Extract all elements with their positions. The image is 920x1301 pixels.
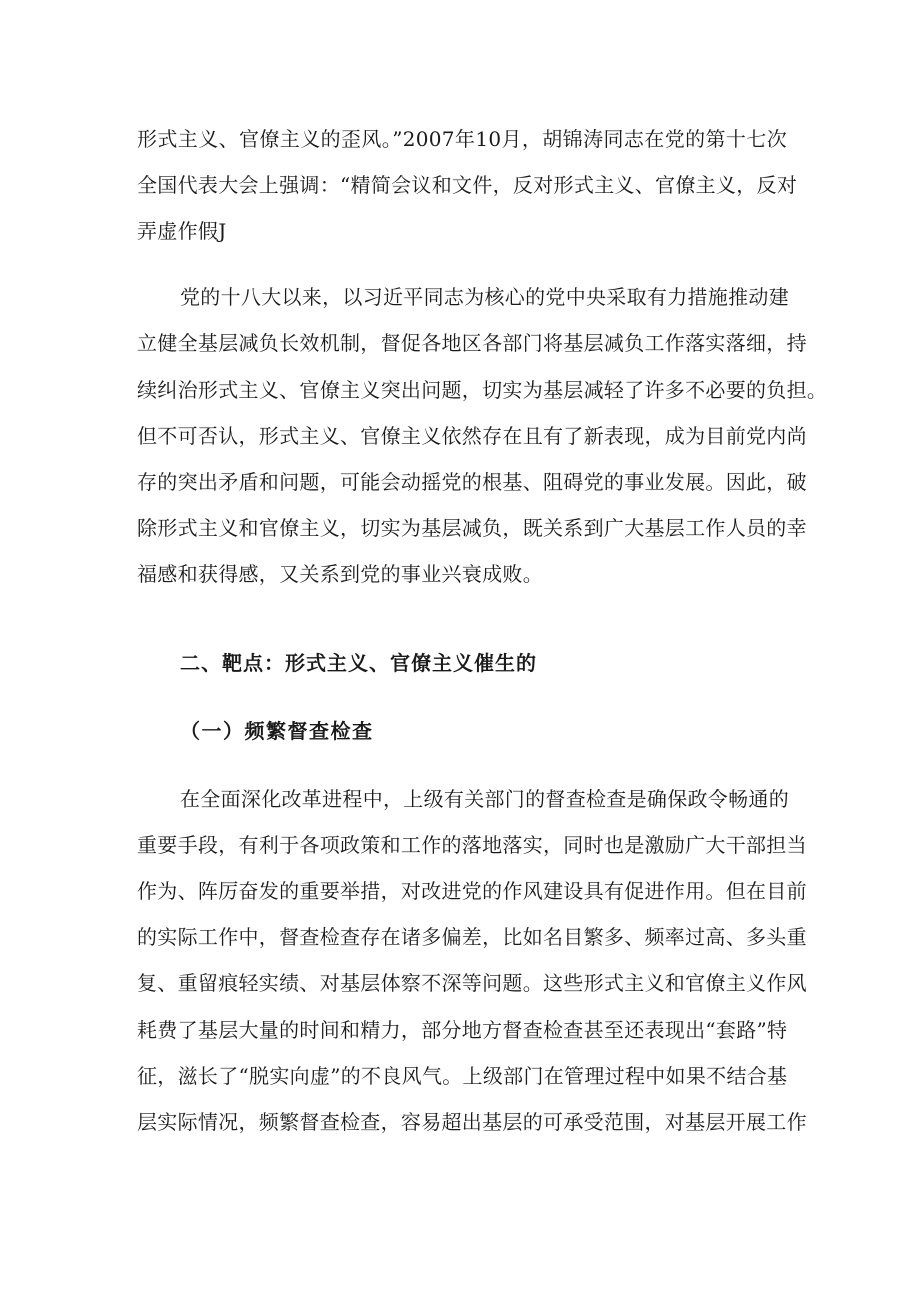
paragraph-1-line-2: 全国代表大会上强调：“精简会议和文件，反对形式主义、官僚主义，反对 [137, 173, 798, 197]
subsection-heading: （一）频繁督查检查 [180, 719, 374, 743]
paragraph-3-line-3: 作为、阵厉奋发的重要举措，对改进党的作风建设具有促进作用。但在目前 [137, 879, 807, 903]
paragraph-2-line-4: 但不可否认，形式主义、官僚主义依然存在且有了新表现，成为目前党内尚 [137, 424, 807, 448]
paragraph-2-line-6: 除形式主义和官僚主义，切实为基层减负，既关系到广大基层工作人员的幸 [137, 516, 807, 540]
paragraph-2-line-5: 存的突出矛盾和问题，可能会动摇党的根基、阻碍党的事业发展。因此，破 [137, 470, 807, 494]
paragraph-1-line-3: 弄虚作假J [137, 219, 227, 243]
paragraph-2-line-2: 立健全基层减负长效机制，督促各地区各部门将基层减负工作落实落细，持 [137, 331, 807, 355]
paragraph-3-line-6: 耗费了基层大量的时间和精力，部分地方督查检查甚至还表现出“套路”特 [137, 1018, 788, 1042]
paragraph-1-line-1: 形式主义、官僚主义的歪风。”2007年10月，胡锦涛同志在党的第十七次 [137, 127, 787, 151]
paragraph-2-line-1: 党的十八大以来，以习近平同志为核心的党中央采取有力措施推动建 [180, 285, 789, 309]
paragraph-2-line-7: 福感和获得感，又关系到党的事业兴衰成败。 [137, 562, 543, 586]
paragraph-3-line-7: 征，滋长了“脱实向虚”的不良风气。上级部门在管理过程中如果不结合基 [137, 1064, 788, 1088]
paragraph-3-line-8: 层实际情况，频繁督查检查，容易超出基层的可承受范围，对基层开展工作 [137, 1110, 807, 1134]
section-heading: 二、靶点：形式主义、官僚主义催生的 [180, 651, 537, 675]
paragraph-3-line-2: 重要手段，有利于各项政策和工作的落地落实，同时也是激励广大干部担当 [137, 833, 807, 857]
paragraph-2-line-3: 续纠治形式主义、官僚主义突出问题，切实为基层减轻了许多不必要的负担。 [137, 378, 828, 402]
paragraph-3-line-5: 复、重留痕轻实绩、对基层体察不深等问题。这些形式主义和官僚主义作风 [137, 971, 807, 995]
paragraph-3-line-1: 在全面深化改革进程中，上级有关部门的督查检查是确保政令畅通的 [180, 787, 789, 811]
paragraph-3-line-4: 的实际工作中，督查检查存在诸多偏差，比如名目繁多、频率过高、多头重 [137, 925, 807, 949]
